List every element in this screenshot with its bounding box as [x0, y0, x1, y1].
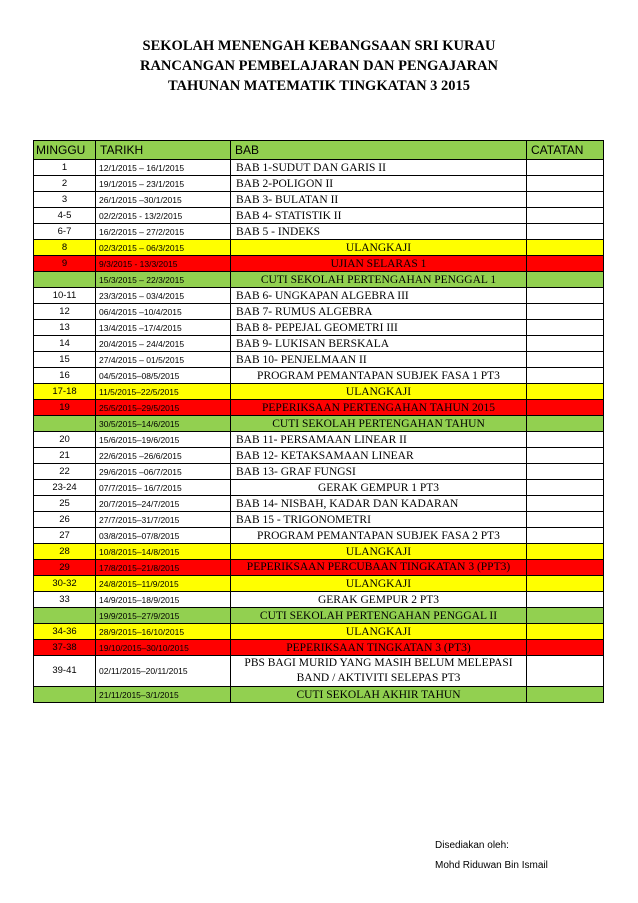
table-row	[34, 608, 604, 624]
cell-tarikh: 20/7/2015–24/7/2015	[96, 496, 231, 512]
cell-bab: BAB 11- PERSAMAAN LINEAR II	[231, 432, 527, 448]
cell-tarikh: 19/9/2015–27/9/2015	[96, 608, 231, 624]
table-row	[34, 576, 604, 592]
prepared-by	[435, 836, 548, 876]
cell-catatan	[527, 192, 604, 208]
cell-tarikh: 27/4/2015 – 01/5/2015	[96, 352, 231, 368]
cell-catatan	[527, 176, 604, 192]
cell-minggu: 34-36	[34, 624, 96, 640]
cell-bab: BAB 12- KETAKSAMAAN LINEAR	[231, 448, 527, 464]
cell-bab: BAB 5 - INDEKS	[231, 224, 527, 240]
table-row	[34, 208, 604, 224]
cell-minggu: 25	[34, 496, 96, 512]
cell-tarikh: 02/3/2015 – 06/3/2015	[96, 240, 231, 256]
cell-bab: PEPERIKSAAN PERCUBAAN TINGKATAN 3 (PPT3)	[231, 560, 527, 576]
cell-bab: BAB 2-POLIGON II	[231, 176, 527, 192]
cell-catatan	[527, 336, 604, 352]
cell-bab: BAB 9- LUKISAN BERSKALA	[231, 336, 527, 352]
cell-bab: BAB 6- UNGKAPAN ALGEBRA III	[231, 288, 527, 304]
cell-tarikh: 06/4/2015 –10/4/2015	[96, 304, 231, 320]
cell-catatan	[527, 240, 604, 256]
cell-bab: BAB 14- NISBAH, KADAR DAN KADARAN	[231, 496, 527, 512]
cell-tarikh: 02/2/2015 - 13/2/2015	[96, 208, 231, 224]
cell-catatan	[527, 384, 604, 400]
cell-bab: UJIAN SELARAS 1	[231, 256, 527, 272]
cell-bab: GERAK GEMPUR 2 PT3	[231, 592, 527, 608]
cell-minggu: 3	[34, 192, 96, 208]
cell-tarikh: 27/7/2015–31/7/2015	[96, 512, 231, 528]
cell-catatan	[527, 288, 604, 304]
cell-catatan	[527, 272, 604, 288]
cell-minggu: 23-24	[34, 480, 96, 496]
cell-bab: CUTI SEKOLAH PERTENGAHAN TAHUN	[231, 416, 527, 432]
cell-tarikh: 23/3/2015 – 03/4/2015	[96, 288, 231, 304]
cell-tarikh: 11/5/2015–22/5/2015	[96, 384, 231, 400]
prepared-by-label: Disediakan oleh:	[435, 840, 509, 851]
cell-catatan	[527, 528, 604, 544]
table-row	[34, 480, 604, 496]
cell-tarikh: 24/8/2015–11/9/2015	[96, 576, 231, 592]
cell-minggu: 1	[34, 160, 96, 176]
cell-tarikh: 15/3/2015 – 22/3/2015	[96, 272, 231, 288]
table-row	[34, 687, 604, 703]
cell-minggu: 37-38	[34, 640, 96, 656]
cell-bab: PROGRAM PEMANTAPAN SUBJEK FASA 1 PT3	[231, 368, 527, 384]
cell-tarikh: 26/1/2015 –30/1/2015	[96, 192, 231, 208]
cell-catatan	[527, 448, 604, 464]
table-row	[34, 368, 604, 384]
cell-bab: BAB 1-SUDUT DAN GARIS II	[231, 160, 527, 176]
cell-minggu	[34, 416, 96, 432]
cell-catatan	[527, 400, 604, 416]
cell-catatan	[527, 496, 604, 512]
cell-catatan	[527, 352, 604, 368]
cell-bab: GERAK GEMPUR 1 PT3	[231, 480, 527, 496]
document-title	[0, 36, 638, 96]
table-row	[34, 400, 604, 416]
cell-tarikh: 17/8/2015–21/8/2015	[96, 560, 231, 576]
table-row	[34, 304, 604, 320]
cell-catatan	[527, 624, 604, 640]
cell-bab: BAB 10- PENJELMAAN II	[231, 352, 527, 368]
cell-tarikh: 12/1/2015 – 16/1/2015	[96, 160, 231, 176]
cell-minggu: 33	[34, 592, 96, 608]
cell-minggu: 27	[34, 528, 96, 544]
cell-tarikh: 15/6/2015–19/6/2015	[96, 432, 231, 448]
table-body	[34, 160, 604, 703]
cell-minggu: 21	[34, 448, 96, 464]
cell-minggu: 10-11	[34, 288, 96, 304]
title-line-3: TAHUNAN MATEMATIK TINGKATAN 3 2015	[167, 78, 471, 94]
cell-minggu: 19	[34, 400, 96, 416]
cell-bab: ULANGKAJI	[231, 240, 527, 256]
cell-minggu: 2	[34, 176, 96, 192]
cell-tarikh: 14/9/2015–18/9/2015	[96, 592, 231, 608]
table-row	[34, 160, 604, 176]
cell-catatan	[527, 576, 604, 592]
table-row	[34, 192, 604, 208]
cell-bab: PEPERIKSAAN PERTENGAHAN TAHUN 2015	[231, 400, 527, 416]
table-row	[34, 352, 604, 368]
table-row	[34, 624, 604, 640]
cell-bab: ULANGKAJI	[231, 544, 527, 560]
cell-bab: BAB 13- GRAF FUNGSI	[231, 464, 527, 480]
cell-tarikh: 25/5/2015–29/5/2015	[96, 400, 231, 416]
cell-minggu: 13	[34, 320, 96, 336]
cell-bab: ULANGKAJI	[231, 624, 527, 640]
table-row	[34, 640, 604, 656]
table-row	[34, 320, 604, 336]
cell-minggu: 29	[34, 560, 96, 576]
cell-minggu: 14	[34, 336, 96, 352]
cell-tarikh: 29/6/2015 –06/7/2015	[96, 464, 231, 480]
table-row	[34, 464, 604, 480]
table-row	[34, 560, 604, 576]
cell-catatan	[527, 608, 604, 624]
cell-bab: BAB 8- PEPEJAL GEOMETRI III	[231, 320, 527, 336]
cell-tarikh: 20/4/2015 – 24/4/2015	[96, 336, 231, 352]
cell-minggu: 8	[34, 240, 96, 256]
cell-tarikh: 22/6/2015 –26/6/2015	[96, 448, 231, 464]
cell-tarikh: 28/9/2015–16/10/2015	[96, 624, 231, 640]
cell-minggu: 6-7	[34, 224, 96, 240]
table-row	[34, 240, 604, 256]
cell-catatan	[527, 256, 604, 272]
cell-tarikh: 07/7/2015– 16/7/2015	[96, 480, 231, 496]
cell-bab: CUTI SEKOLAH AKHIR TAHUN	[231, 687, 527, 703]
cell-catatan	[527, 592, 604, 608]
cell-minggu	[34, 687, 96, 703]
cell-bab: PEPERIKSAAN TINGKATAN 3 (PT3)	[231, 640, 527, 656]
cell-catatan	[527, 208, 604, 224]
cell-tarikh: 19/10/2015–30/10/2015	[96, 640, 231, 656]
cell-minggu: 26	[34, 512, 96, 528]
cell-minggu: 9	[34, 256, 96, 272]
cell-tarikh: 9/3/2015 - 13/3/2015	[96, 256, 231, 272]
cell-bab: PBS BAGI MURID YANG MASIH BELUM MELEPASI BAND / AKTIVITI SELEPAS PT3	[231, 656, 527, 687]
cell-catatan	[527, 320, 604, 336]
cell-catatan	[527, 224, 604, 240]
title-line-2: RANCANGAN PEMBELAJARAN DAN PENGAJARAN	[139, 58, 499, 74]
table-header-row	[34, 141, 604, 160]
title-line-1: SEKOLAH MENENGAH KEBANGSAAN SRI KURAU	[142, 38, 496, 54]
header-tarikh: TARIKH	[96, 141, 231, 160]
header-minggu: MINGGU	[34, 141, 96, 160]
cell-tarikh: 13/4/2015 –17/4/2015	[96, 320, 231, 336]
cell-minggu: 28	[34, 544, 96, 560]
cell-minggu: 22	[34, 464, 96, 480]
table-row	[34, 272, 604, 288]
table-row	[34, 416, 604, 432]
table-row	[34, 496, 604, 512]
cell-catatan	[527, 640, 604, 656]
header-bab: BAB	[231, 141, 527, 160]
table-row	[34, 224, 604, 240]
cell-minggu: 4-5	[34, 208, 96, 224]
table-row	[34, 528, 604, 544]
cell-catatan	[527, 656, 604, 687]
cell-catatan	[527, 544, 604, 560]
prepared-by-name: Mohd Riduwan Bin Ismail	[435, 860, 548, 871]
cell-minggu: 20	[34, 432, 96, 448]
cell-bab: BAB 15 - TRIGONOMETRI	[231, 512, 527, 528]
cell-bab: CUTI SEKOLAH PERTENGAHAN PENGGAL 1	[231, 272, 527, 288]
table-row	[34, 592, 604, 608]
header-catatan: CATATAN	[527, 141, 604, 160]
table-row	[34, 432, 604, 448]
cell-bab: CUTI SEKOLAH PERTENGAHAN PENGGAL II	[231, 608, 527, 624]
cell-catatan	[527, 464, 604, 480]
cell-tarikh: 04/5/2015–08/5/2015	[96, 368, 231, 384]
table-row	[34, 544, 604, 560]
cell-minggu: 16	[34, 368, 96, 384]
cell-minggu	[34, 608, 96, 624]
cell-tarikh: 03/8/2015–07/8/2015	[96, 528, 231, 544]
cell-tarikh: 21/11/2015–3/1/2015	[96, 687, 231, 703]
table-row	[34, 336, 604, 352]
cell-catatan	[527, 432, 604, 448]
cell-catatan	[527, 512, 604, 528]
rpt-table	[33, 140, 604, 703]
table-row	[34, 512, 604, 528]
cell-catatan	[527, 368, 604, 384]
cell-catatan	[527, 416, 604, 432]
cell-bab: PROGRAM PEMANTAPAN SUBJEK FASA 2 PT3	[231, 528, 527, 544]
cell-bab: BAB 4- STATISTIK II	[231, 208, 527, 224]
cell-tarikh: 19/1/2015 – 23/1/2015	[96, 176, 231, 192]
cell-bab: ULANGKAJI	[231, 384, 527, 400]
cell-minggu: 39-41	[34, 656, 96, 687]
cell-bab: BAB 3- BULATAN II	[231, 192, 527, 208]
cell-catatan	[527, 687, 604, 703]
cell-tarikh: 10/8/2015–14/8/2015	[96, 544, 231, 560]
table-row	[34, 384, 604, 400]
cell-catatan	[527, 560, 604, 576]
cell-minggu: 15	[34, 352, 96, 368]
cell-catatan	[527, 304, 604, 320]
cell-bab: BAB 7- RUMUS ALGEBRA	[231, 304, 527, 320]
cell-catatan	[527, 160, 604, 176]
table-row	[34, 448, 604, 464]
cell-catatan	[527, 480, 604, 496]
cell-minggu: 30-32	[34, 576, 96, 592]
cell-tarikh: 02/11/2015–20/11/2015	[96, 656, 231, 687]
cell-tarikh: 30/5/2015–14/6/2015	[96, 416, 231, 432]
cell-minggu	[34, 272, 96, 288]
cell-minggu: 17-18	[34, 384, 96, 400]
table-row	[34, 256, 604, 272]
cell-bab: ULANGKAJI	[231, 576, 527, 592]
cell-minggu: 12	[34, 304, 96, 320]
cell-tarikh: 16/2/2015 – 27/2/2015	[96, 224, 231, 240]
table-row	[34, 656, 604, 687]
table-row	[34, 288, 604, 304]
table-row	[34, 176, 604, 192]
